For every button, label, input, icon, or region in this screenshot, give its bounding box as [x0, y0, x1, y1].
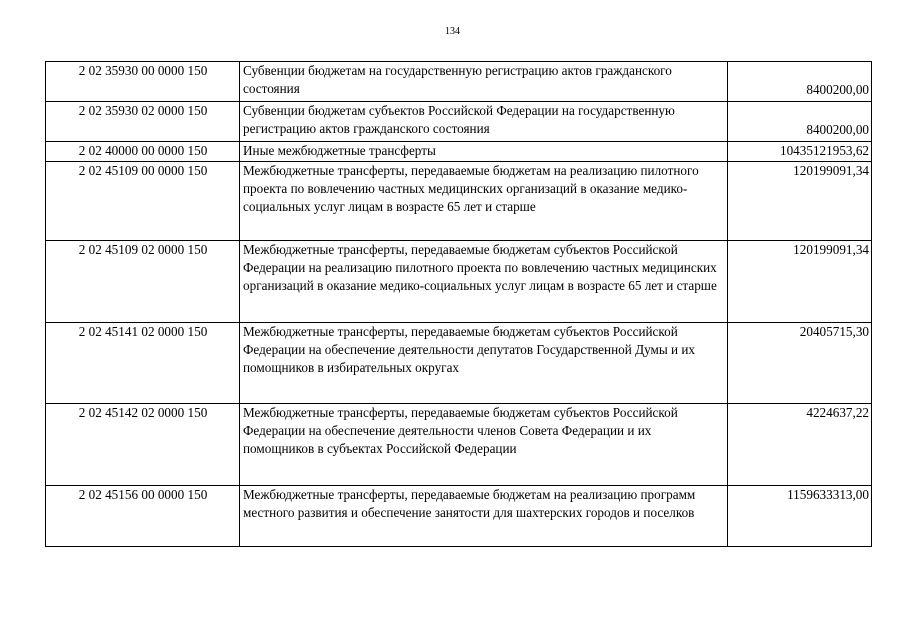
- row-amount: 1159633313,00: [728, 486, 872, 547]
- row-description: Субвенции бюджетам на государственную регистрацию актов гражданского состояния: [240, 62, 728, 102]
- budget-code: 2 02 35930 00 0000 150: [46, 62, 240, 102]
- row-amount: 10435121953,62: [728, 142, 872, 162]
- row-description: Межбюджетные трансферты, передаваемые бюджетам на реализацию пилотного проекта по вовлечению частных медицинских организаций в оказание медико-социальных услуг лицам в возрасте 65 лет и старше: [240, 162, 728, 241]
- budget-code: 2 02 40000 00 0000 150: [46, 142, 240, 162]
- table-row: [46, 323, 872, 404]
- row-description: Межбюджетные трансферты, передаваемые бюджетам на реализацию программ местного развития и обеспечение занятости для шахтерских городов и поселков: [240, 486, 728, 547]
- table-row: [46, 486, 872, 547]
- table-row: [46, 404, 872, 486]
- row-amount: 120199091,34: [728, 241, 872, 323]
- row-amount: 8400200,00: [728, 102, 872, 142]
- row-description: Межбюджетные трансферты, передаваемые бюджетам субъектов Российской Федерации на обеспечение деятельности депутатов Государственной Думы и их помощников в избирательных округах: [240, 323, 728, 404]
- budget-code: 2 02 45109 02 0000 150: [46, 241, 240, 323]
- budget-code: 2 02 45109 00 0000 150: [46, 162, 240, 241]
- budget-code: 2 02 35930 02 0000 150: [46, 102, 240, 142]
- page-number: 134: [445, 26, 460, 37]
- budget-code: 2 02 45141 02 0000 150: [46, 323, 240, 404]
- row-amount: 8400200,00: [728, 62, 872, 102]
- row-description: Межбюджетные трансферты, передаваемые бюджетам субъектов Российской Федерации на реализацию пилотного проекта по вовлечению частных медицинских организаций в оказание медико-социальных услуг лицам в возрасте 65 лет и старше: [240, 241, 728, 323]
- row-amount: 120199091,34: [728, 162, 872, 241]
- table-row: [46, 241, 872, 323]
- budget-revenue-table: [45, 61, 872, 547]
- row-description: Межбюджетные трансферты, передаваемые бюджетам субъектов Российской Федерации на обеспечение деятельности членов Совета Федерации и их помощников в субъектах Российской Федерации: [240, 404, 728, 486]
- table-row: [46, 142, 872, 162]
- row-amount: 20405715,30: [728, 323, 872, 404]
- table-row: [46, 102, 872, 142]
- row-description: Иные межбюджетные трансферты: [240, 142, 728, 162]
- row-description: Субвенции бюджетам субъектов Российской Федерации на государственную регистрацию актов гражданского состояния: [240, 102, 728, 142]
- table-row: [46, 162, 872, 241]
- table-row: [46, 62, 872, 102]
- budget-code: 2 02 45156 00 0000 150: [46, 486, 240, 547]
- budget-code: 2 02 45142 02 0000 150: [46, 404, 240, 486]
- row-amount: 4224637,22: [728, 404, 872, 486]
